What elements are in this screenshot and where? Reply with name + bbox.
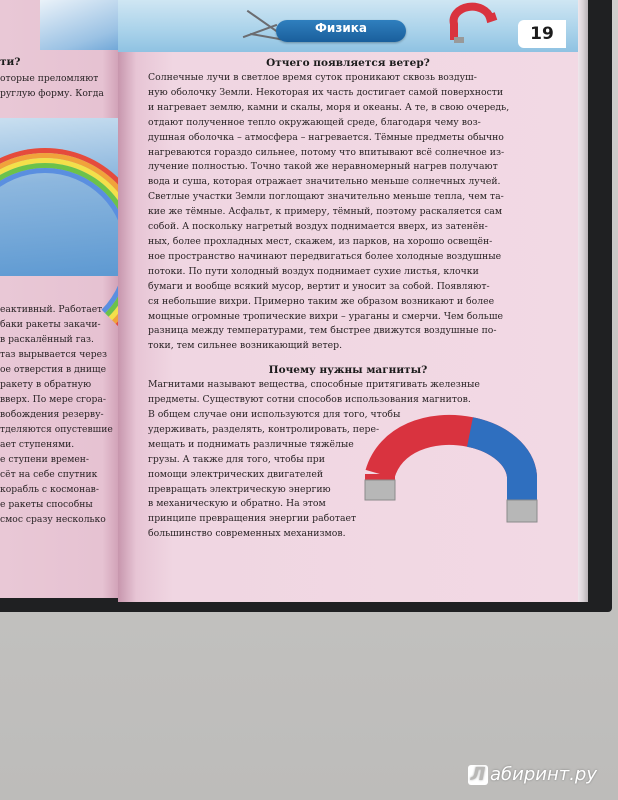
horseshoe-magnet-icon	[446, 6, 504, 46]
article2-wrap-line: помощи электрических двигателей	[148, 468, 324, 480]
left-bottom-line: е ракеты способны	[0, 499, 93, 510]
article1-body	[148, 71, 548, 354]
left-bottom-line: ракету в обратную	[0, 379, 92, 390]
article1-line: мощные огромные тропические вихри – ураганы и смерчи. Чем больше	[148, 310, 504, 322]
large-horseshoe-magnet-image	[350, 414, 540, 534]
article1-line: собой. А поскольку нагретый воздух поднимается вверх, из затенён-	[148, 221, 488, 233]
section-title: Физика	[315, 21, 367, 35]
article1-line: лучение полностью. Точно такой же неравномерный нагрев получают	[148, 161, 498, 173]
left-top-text	[0, 71, 104, 101]
left-bottom-line: вобождения резерву-	[0, 409, 104, 420]
article1-line: ся небольшие вихри. Примерно таким же образом возникают и более	[148, 295, 495, 307]
left-page	[0, 0, 128, 598]
left-bottom-text	[0, 302, 113, 527]
left-heading-fragment: ти?	[0, 56, 21, 68]
article1-line: Солнечные лучи в светлое время суток проникают сквозь воздуш-	[148, 72, 477, 83]
right-page	[118, 0, 578, 602]
article1-line: отдают полученное тепло окружающей среде, благодаря чему воз-	[148, 116, 481, 128]
article1-line: ных, более прохладных мест, скажем, из парков, на хорошо освещён-	[148, 235, 493, 247]
article2-wrap-line: грузы. А также для того, чтобы при	[148, 453, 325, 465]
article2-wrap-line: принципе превращения энергии работает	[148, 513, 357, 525]
page-edge	[578, 0, 588, 602]
page-number: 19	[518, 20, 566, 48]
watermark-badge: Л	[468, 765, 488, 785]
left-bottom-line: тделяются опустевшие	[0, 424, 113, 435]
article2-wrap-line: В общем случае они используются для того, чтобы	[148, 409, 401, 420]
left-bottom-line: вверх. По мере сгора-	[0, 394, 106, 405]
article2-line: Магнитами называют вещества, способные притягивать железные	[148, 379, 480, 390]
left-bottom-line: е ступени времен-	[0, 454, 90, 465]
article2-wrap-line: удерживать, разделять, контролировать, пере-	[148, 423, 380, 435]
article1-line: разница между температурами, тем быстрее движутся воздушные по-	[148, 325, 497, 337]
article1-line: Светлые участки Земли поглощают значительно меньше тепла, чем та-	[148, 191, 504, 203]
left-bottom-line: ает ступенями.	[0, 439, 75, 450]
article1-line: ную оболочку Земли. Некоторая их часть достигает самой поверхности	[148, 86, 504, 98]
article2-wrap-line: в механическую и обратно. На этом	[148, 498, 326, 510]
article1-line: кие же тёмные. Асфальт, к примеру, тёмный, поэтому раскаляется сам	[148, 206, 503, 218]
left-bottom-line: в раскалённый газ.	[0, 334, 94, 345]
article2-wrap-line: превращать электрическую энергию	[148, 483, 331, 495]
left-bottom-line: баки ракеты закачи-	[0, 319, 101, 330]
article2-line: предметы. Существуют сотни способов использования магнитов.	[148, 393, 471, 405]
article1-line: душная оболочка – атмосфера – нагревается. Тёмные предметы обычно	[148, 131, 504, 143]
article2-wrap-line: мещать и поднимать различные тяжёлые	[148, 438, 354, 450]
sky-image-top	[40, 0, 128, 50]
article1-line: и нагревает землю, камни и скалы, моря и океаны. А те, в свою очередь,	[148, 101, 510, 113]
left-bottom-line: еактивный. Работает	[0, 304, 103, 315]
article1-line: вода и суша, которая отражает значительно меньше солнечных лучей.	[148, 176, 501, 188]
watermark	[468, 764, 597, 785]
left-bottom-line: корабль с космонав-	[0, 484, 99, 495]
article2-wrap-line: большинство современных механизмов.	[148, 528, 346, 540]
article1-title: Отчего появляется ветер?	[266, 57, 430, 69]
article2-title: Почему нужны магниты?	[268, 364, 428, 376]
left-bottom-line: ое отверстия в днище	[0, 364, 107, 375]
watermark-text: абиринт.ру	[490, 764, 598, 785]
left-top-line: оторые преломляют	[0, 73, 99, 84]
article1-line: токи, тем сильнее возникающий ветер.	[148, 340, 343, 352]
left-bottom-line: таз вырывается через	[0, 349, 108, 360]
article1-line: бумаги и вообще всякий мусор, вертит и уносит за собой. Появляют-	[148, 280, 490, 292]
article1-line: нагреваются гораздо сильнее, потому что впитывают всё солнечное из-	[148, 146, 505, 158]
left-bottom-line: сёт на себе спутник	[0, 469, 98, 480]
rainbow-image	[0, 118, 118, 276]
article1-line: ное пространство начинают передвигаться более холодные воздушные	[148, 250, 502, 262]
article2-body-full	[148, 378, 548, 408]
left-top-line: руглую форму. Когда	[0, 88, 104, 99]
left-bottom-line: смос сразу несколько	[0, 514, 106, 525]
article1-line: потоки. По пути холодный воздух поднимает сухие листья, клочки	[148, 265, 479, 277]
article2-body-wrapped	[148, 408, 401, 542]
